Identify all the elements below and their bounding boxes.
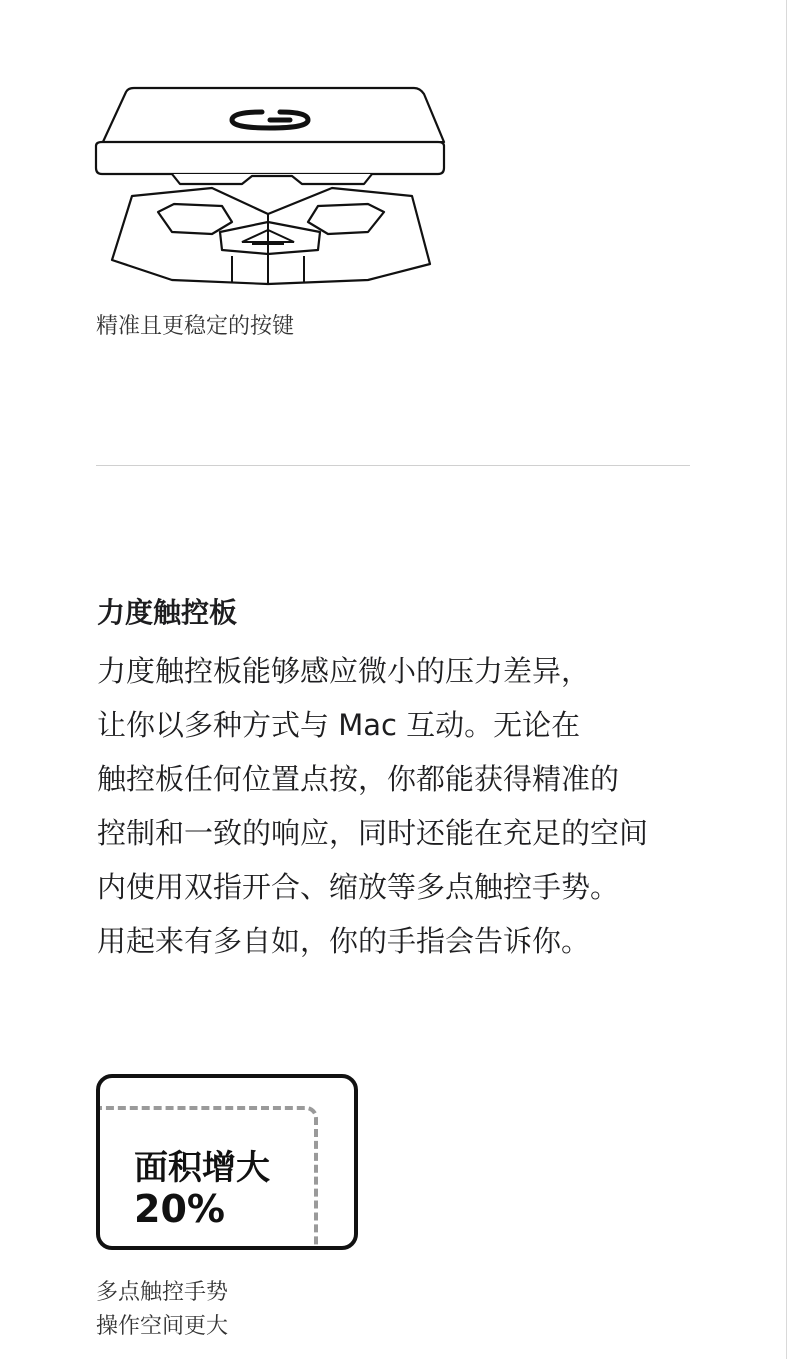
keycap-caption: 精准且更稳定的按键 — [96, 314, 295, 339]
gesture-caption — [96, 1276, 228, 1344]
page-edge-rule — [786, 0, 787, 1359]
trackpad-description — [97, 644, 737, 968]
trackpad-heading: 力度触控板 — [97, 596, 238, 629]
trackpad-size-badge — [96, 1074, 358, 1250]
gesture-caption-line: 操作空间更大 — [96, 1314, 229, 1339]
section-divider — [96, 465, 690, 466]
description-line: 内使用双指开合、缩放等多点触控手势。 — [97, 870, 620, 904]
description-line: 控制和一致的响应，同时还能在充足的空间 — [97, 816, 649, 850]
keycap-mechanism-illustration — [92, 84, 452, 298]
description-line: 力度触控板能够感应微小的压力差异， — [97, 654, 591, 688]
description-line: 触控板任何位置点按，你都能获得精准的 — [97, 762, 620, 796]
badge-title: 面积增大 — [134, 1148, 270, 1188]
badge-value: 20% — [134, 1187, 225, 1231]
gesture-caption-line: 多点触控手势 — [96, 1280, 229, 1305]
description-line: 让你以多种方式与 Mac 互动。无论在 — [97, 708, 581, 742]
description-line: 用起来有多自如，你的手指会告诉你。 — [97, 924, 591, 958]
